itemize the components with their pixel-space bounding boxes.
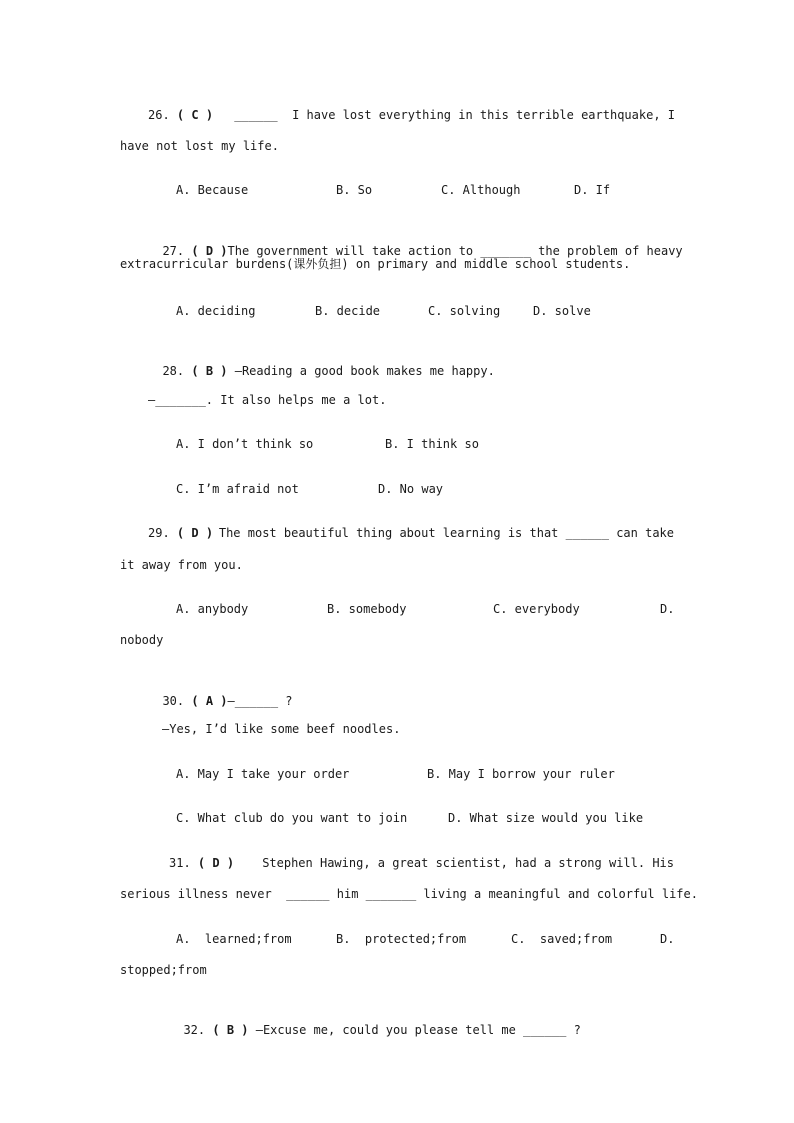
option-b: B. decide — [315, 304, 381, 318]
option-b: B. I think so — [385, 437, 479, 451]
question-28-line-2: —_______. It also helps me a lot. — [148, 393, 387, 407]
question-31-line-2: serious illness never ______ him _______ living a meaningful and colorful life. — [120, 887, 698, 901]
option-a: A. deciding — [176, 304, 256, 318]
option-c: C. solving — [428, 304, 501, 318]
option-b: B. May I borrow your ruler — [427, 767, 615, 781]
option-d-text: stopped;from — [120, 963, 207, 977]
answer-mark: ( D ) — [176, 526, 214, 540]
question-31-line-1 — [169, 855, 674, 871]
option-d: D. No way — [378, 482, 444, 496]
question-text: ______ I have lost everything in this terrible earthquake, I — [234, 108, 675, 122]
option-c: C. everybody — [493, 602, 580, 616]
option-c: C. I’m afraid not — [176, 482, 299, 496]
option-d: D. If — [574, 183, 611, 197]
question-26-line-2: have not lost my life. — [120, 139, 279, 153]
question-number: 32. — [183, 1023, 206, 1037]
question-27-line-2: extracurricular burdens(课外负担) on primary and middle school students. — [120, 257, 631, 271]
answer-mark: ( C ) — [176, 108, 214, 122]
question-26-line-1 — [148, 107, 675, 123]
option-a: A. May I take your order — [176, 767, 350, 781]
answer-mark: ( D ) — [197, 856, 235, 870]
option-c: C. Although — [441, 183, 521, 197]
option-a: A. anybody — [176, 602, 249, 616]
question-29-line-2: it away from you. — [120, 558, 243, 572]
option-b: B. So — [336, 183, 373, 197]
option-d: D. What size would you like — [448, 811, 644, 825]
option-a: A. Because — [176, 183, 249, 197]
question-text: Stephen Hawing, a great scientist, had a strong will. His — [262, 856, 674, 870]
question-32-line-1 — [169, 1006, 581, 1038]
option-c: C. saved;from — [511, 932, 613, 946]
question-number: 28. — [162, 364, 185, 378]
question-29-line-1 — [148, 525, 674, 541]
option-d: D. — [660, 932, 675, 946]
question-number: 30. — [162, 694, 185, 708]
option-b: B. protected;from — [336, 932, 467, 946]
question-text: —Excuse me, could you please tell me ______ ? — [255, 1023, 581, 1037]
question-number: 27. — [162, 244, 185, 258]
answer-mark: ( D ) — [191, 244, 228, 258]
question-28-line-1 — [148, 347, 495, 379]
question-text: The government will take action to _______ the problem of heavy — [227, 244, 683, 258]
option-d-text: nobody — [120, 633, 164, 647]
option-d: D. — [660, 602, 675, 616]
question-text: The most beautiful thing about learning is that ______ can take — [218, 526, 674, 540]
question-number: 31. — [169, 856, 191, 870]
answer-mark: ( A ) — [191, 694, 228, 708]
question-30-line-1 — [148, 677, 293, 709]
option-c: C. What club do you want to join — [176, 811, 408, 825]
question-number: 26. — [148, 108, 170, 122]
question-text: —Reading a good book makes me happy. — [234, 364, 495, 378]
question-27-line-1 — [148, 227, 683, 259]
question-30-line-2: —Yes, I’d like some beef noodles. — [162, 722, 401, 736]
answer-mark: ( B ) — [191, 364, 228, 378]
option-d: D. solve — [533, 304, 591, 318]
question-text: —______ ? — [227, 694, 293, 708]
question-number: 29. — [148, 526, 170, 540]
option-b: B. somebody — [327, 602, 407, 616]
option-a: A. learned;from — [176, 932, 292, 946]
option-a: A. I don’t think so — [176, 437, 314, 451]
answer-mark: ( B ) — [212, 1023, 249, 1037]
